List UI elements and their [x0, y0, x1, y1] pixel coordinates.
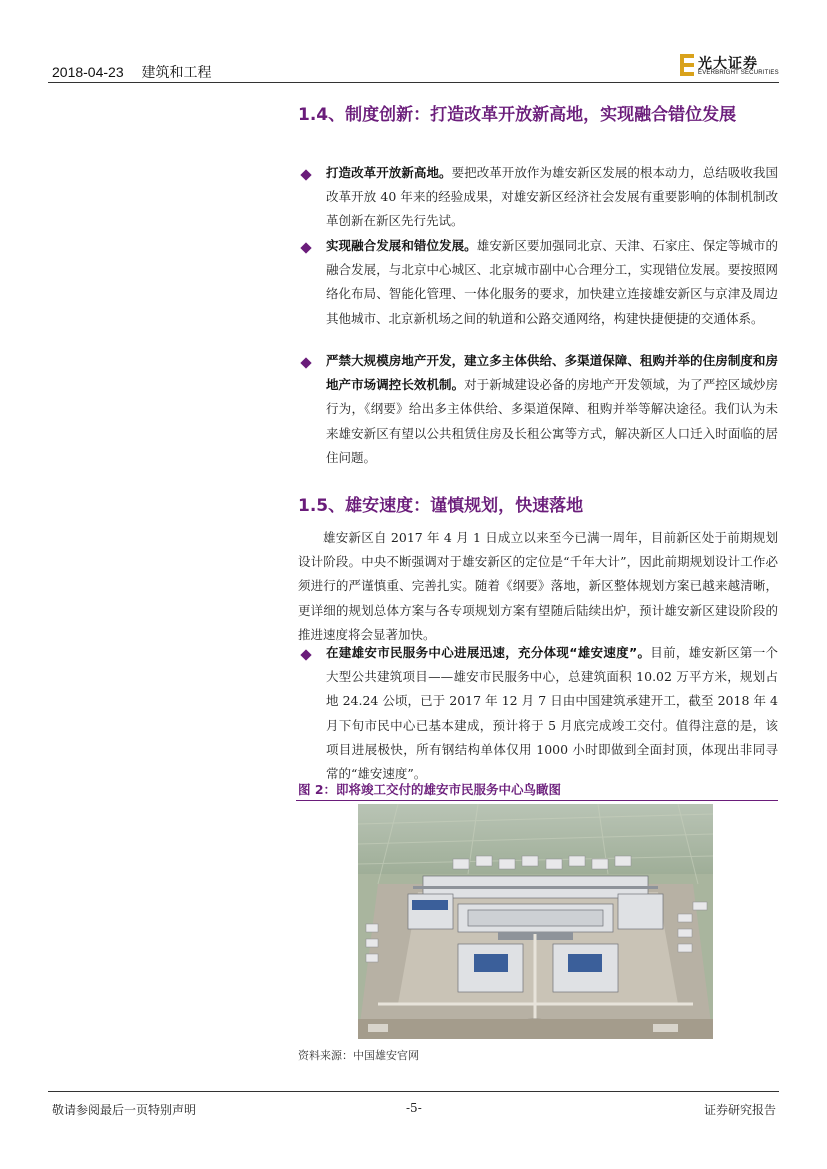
bullet-citizen-center-text: 目前，雄安新区第一个大型公共建筑项目——雄安市民服务中心，总建筑面积 10.02 万平方米，规划占地 24.24 公顷，已于 2017 年 12 月 7 日由中国建筑承建开工，截至 2018 年 4 月下旬市民中心已基本建成，预计将于 5 月底完成竣工交付。值得注意的是，该项目进展极快，所有钢结构单体仅用 1000 小时即做到全面封顶，体现出非同寻常的“雄安速度”。	[326, 645, 778, 782]
bullet-citizen-center-lead: 在建雄安市民服务中心进展迅速，充分体现“雄安速度”。	[326, 645, 651, 660]
bullet-citizen-center	[326, 641, 778, 786]
bullet-integration	[326, 234, 778, 331]
aerial-photo-citizen-center	[358, 804, 713, 1039]
diamond-bullet-icon	[300, 169, 311, 180]
section-1-4-heading: 1.4、制度创新：打造改革开放新高地，实现融合错位发展	[298, 105, 737, 125]
brand-mark-icon	[680, 54, 694, 76]
bullet-integration-text: 雄安新区要加强同北京、天津、石家庄、保定等城市的融合发展，与北京中心城区、北京城市副中心合理分工，实现错位发展。要按照网络化布局、智能化管理、一体化服务的要求，加快建立连接雄安新区与京津及周边其他城市、北京新机场之间的轨道和公路交通网络，构建快捷便捷的交通体系。	[326, 238, 778, 326]
bullet-reform-lead: 打造改革开放新高地。	[326, 165, 452, 180]
header-divider	[48, 82, 779, 83]
bullet-housing-lead: 严禁大规模房地产开发，建立多主体供给、多渠道保障、租购并举的住房制度和房地产市场调控长效机制。	[326, 353, 778, 393]
bullet-reform	[326, 161, 778, 234]
diamond-bullet-icon	[300, 649, 311, 660]
bullet-integration-lead: 实现融合发展和错位发展。	[326, 238, 477, 253]
brand-name-cn: 光大证券	[698, 56, 758, 72]
footer-divider	[48, 1091, 779, 1092]
footer-report-type: 证券研究报告	[704, 1103, 777, 1117]
brand-name-en: EVERBRIGHT SECURITIES	[698, 70, 779, 76]
report-category: 建筑和工程	[141, 64, 212, 80]
footer-disclaimer-link: 敬请参阅最后一页特别声明	[52, 1103, 197, 1117]
figure-top-rule	[296, 800, 778, 801]
diamond-bullet-icon	[300, 242, 311, 253]
bullet-housing	[326, 349, 778, 470]
bullet-reform-text: 要把改革开放作为雄安新区发展的根本动力，总结吸收我国改革开放 40 年来的经验成果，对雄安新区经济社会发展有重要影响的体制机制改革创新在新区先行先试。	[326, 165, 778, 229]
brand-logo	[680, 52, 780, 80]
section-1-5-heading: 1.5、雄安速度：谨慎规划，快速落地	[298, 496, 584, 516]
report-date: 2018-04-23	[52, 64, 124, 80]
page-number: -5-	[406, 1101, 422, 1115]
figure-source: 资料来源：中国雄安官网	[298, 1049, 419, 1062]
section-1-5-paragraph: 雄安新区自 2017 年 4 月 1 日成立以来至今已满一周年，目前新区处于前期规划设计阶段。中央不断强调对于雄安新区的定位是“千年大计”，因此前期规划设计工作必须进行的严谨慎重、完善扎实。随着《纲要》落地，新区整体规划方案已越来越清晰，更详细的规划总体方案与各专项规划方案有望随后陆续出炉，预计雄安新区建设阶段的推进速度将会显著加快。	[298, 530, 778, 642]
figure-title: 图 2：即将竣工交付的雄安市民服务中心鸟瞰图	[298, 782, 562, 797]
diamond-bullet-icon	[300, 357, 311, 368]
bullet-housing-text: 对于新城建设必备的房地产开发领域，为了严控区域炒房行为，《纲要》给出多主体供给、多渠道保障、租购并举等解决途径。我们认为未来雄安新区有望以公共租赁住房及长租公寓等方式，解决新区人口迁入时面临的居住问题。	[326, 377, 778, 465]
report-header	[52, 62, 226, 82]
